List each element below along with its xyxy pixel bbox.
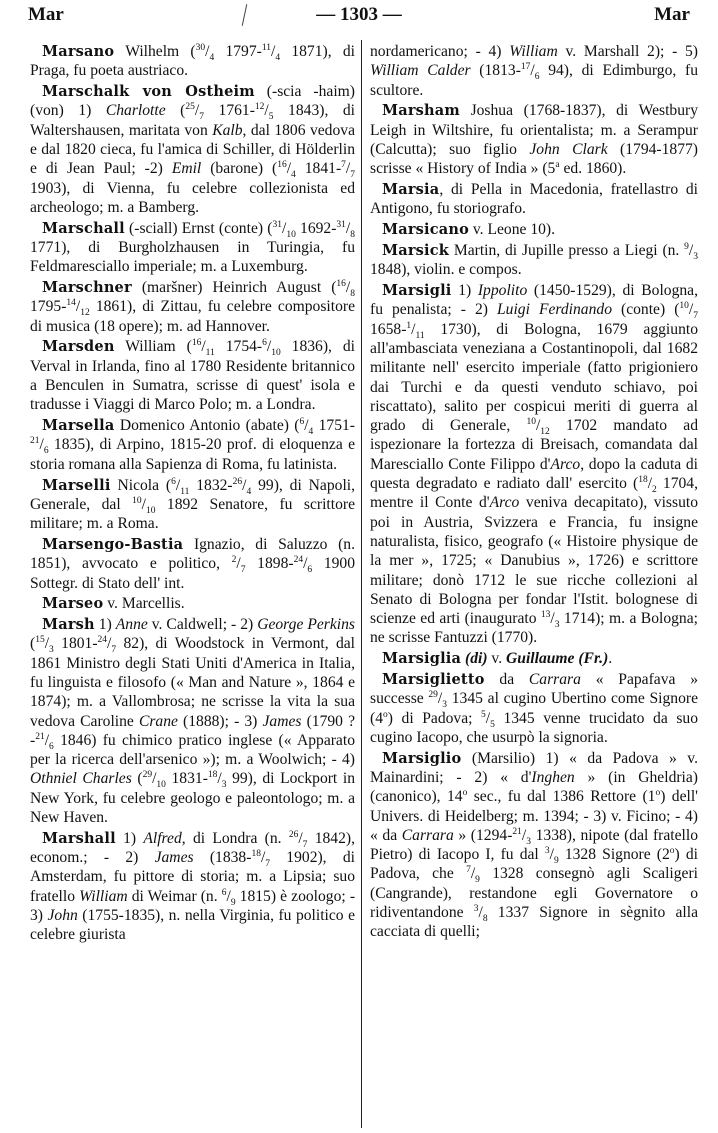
entry-headword: Marschalk von Ostheim xyxy=(42,83,255,101)
entry-text: Martin, di Jupille presso a Liegi (n. $^9/_3$ 1848), violin. e compos. xyxy=(370,241,698,279)
entry-text: v. Leone 10). xyxy=(469,221,556,239)
entry-headword: Marsh xyxy=(42,616,95,634)
entry-text: (-sciall) Ernst (conte) ($^{31}/_{10}$ $1692-^{31}/_8$ 1771), di Burgholzhausen in Turingia, fu Feldmaresciallo imperiale; m. a Luxemburg. xyxy=(30,219,355,276)
dictionary-entry xyxy=(370,749,698,942)
entry-text: Domenico Antonio (abate) ($^6/_4$ $1751-^{21}/_6$ 1835), di Arpino, 1815-20 prof. di eloquenza e storia romana alla Sapienza di Roma, fu latinista. xyxy=(30,416,355,473)
entry-headword: Marsengo-Bastia xyxy=(42,535,184,553)
dictionary-entry xyxy=(30,278,355,336)
dictionary-entry xyxy=(30,337,355,414)
entry-headword: Marshall xyxy=(42,829,116,847)
entry-headword: Marsella xyxy=(42,417,115,435)
dictionary-entry xyxy=(370,649,698,668)
entry-headword: Marschner xyxy=(42,279,132,297)
entry-headword: Marschall xyxy=(42,219,125,237)
dictionary-entry xyxy=(370,180,698,219)
entry-text: William ($^{16}/_{11}$ $1754-^6/_{10}$ 1836), di Verval in Irlanda, fino al 1780 Residente britannico a Benculen in Sumatra, scrisse di quest' isola e tradusse i Viaggi di Marco Polo; m. a Londra. xyxy=(30,338,355,414)
entry-headword: Marseo xyxy=(42,595,104,613)
entry-headword: Marsia xyxy=(382,181,440,199)
entry-text: , di Pella in Macedonia, fratellastro di Antigono, fu storiografo. xyxy=(370,181,698,218)
entry-text: 1) Alfred, di Londra (n. $^{26}/_7$ 1842), econom.; - 2) James ($1838-^{18}/_7$ 1902), di Amsterdam, fu pittore di storia; m. a Lipsia; suo fratello William di Weimar (n. $^6/_9$ 1815) è zoologo; - 3) John (1755-1835), n. nella Virginia, fu politico e celebre giurista xyxy=(30,829,355,944)
header-left-guide-word: Mar xyxy=(28,4,64,25)
dictionary-entry xyxy=(30,42,355,81)
entry-headword: Marsicano xyxy=(382,221,469,239)
dictionary-entry xyxy=(30,615,355,827)
dictionary-entry xyxy=(370,670,698,747)
entry-text: 1) Ippolito (1450-1529), di Bologna, fu penalista; - 2) Luigi Ferdinando (conte) ($^{10}/_7$ $1658-^1/_{11}$ 1730), di Bologna, 1679 aggiunto all'ambasciata veneziana a Costantinopoli, dal 1682 militante nell' esercito imperiale (fatto prigioniero dai Turchi e da questi venduto schiavo, poi riscattato), salito per cospicui meriti di guerra al grado di Generale, $^{10}/_{12}$ 1702 mandato ad ispezionare la fortezza di Breisach, comandata dal Maresciallo Conte Filippo d'Arco, dopo la caduta di questa degradato e radiato dall' esercito ($^{18}/_2$ 1704, mentre il Conte d'Arco veniva decapitato), vissuto poi in Austria, Svizzera e Francia, fu insigne naturalista, fisico, geografo (« Histoire physique de la mer », 1725; « Danubius », 1726) e scrittore militare; donò 1712 le sue ricche collezioni al Senato di Bologna per fondar l'Istit. bolognese di scienze ed arti (inaugurato $^{13}/_3$ 1714); m. a Bologna; ne scrisse Fantuzzi (1770). xyxy=(370,282,698,647)
dictionary-entry xyxy=(370,101,698,178)
entry-headword: Marsiglio xyxy=(382,749,462,767)
dictionary-entry xyxy=(30,476,355,534)
dictionary-entry xyxy=(30,416,355,474)
dictionary-entry xyxy=(30,535,355,593)
entry-text: (maršner) Heinrich August ($^{16}/_8$ $1795-^{14}/_{12}$ 1861), di Zittau, fu celebre compositore di musica (18 opere); m. ad Hannover. xyxy=(30,278,355,335)
entry-text: Ignazio, di Saluzzo (n. 1851), avvocato e politico, $^2/_7$ $1898-^{24}/_6$ 1900 Sottegr. di Stato dell' int. xyxy=(30,535,355,592)
entry-text: (di) v. Guillaume (Fr.). xyxy=(465,650,613,668)
entry-headword: Marselli xyxy=(42,476,111,494)
column-divider xyxy=(361,40,362,1128)
dictionary-entry xyxy=(30,219,355,277)
entry-headword: Marsigli xyxy=(382,282,452,300)
page-header xyxy=(0,0,718,30)
right-column xyxy=(370,42,698,1127)
entry-text: Joshua (1768-1837), di Westbury Leigh in Wiltshire, fu orientalista; m. a Serampur (Calcutta); suo figlio John Clark (1794-1877) scrisse « History of India » (5$^a$ ed. 1860). xyxy=(370,102,698,178)
left-column xyxy=(30,42,355,1127)
header-right-guide-word: Mar xyxy=(654,4,690,25)
dictionary-entry xyxy=(30,82,355,217)
entry-headword: Marsden xyxy=(42,338,115,356)
dictionary-entry xyxy=(370,42,698,100)
entry-text: (Marsilio) 1) « da Padova » v. Mainardini; - 2) « d'Inghen » (in Gheldria) (canonico), 14$^o$ sec., fu dal 1386 Rettore (1$^o$) dell' Univers. di Heidelberg; m. 1394; - 3) v. Ficino; - 4) « da Carrara » ($1294-^{21}/_3$ 1338), nipote (dal fratello Pietro) di Iacopo I, fu dal $^3/_9$ 1328 Signore (2$^o$) di Padova, che $^7/_9$ 1328 consegnò agli Scaligeri (Cangrande), restandone egli Governatore o ridiventandone $^3/_8$ 1337 Signore in sègnito alla cacciata di quelli; xyxy=(370,749,698,941)
entry-headword: Marsiglietto xyxy=(382,671,485,688)
page-number: — 1303 — xyxy=(316,4,402,25)
dictionary-entry xyxy=(30,829,355,945)
dictionary-entry xyxy=(370,241,698,280)
entry-headword: Marsano xyxy=(42,43,115,60)
entry-headword: Marsiglia xyxy=(382,650,462,668)
dictionary-entry xyxy=(30,594,355,613)
entry-text: Wilhelm ($^{30}/_4$ $1797-^{11}/_4$ 1871), di Praga, fu poeta austriaco. xyxy=(30,42,355,80)
entry-headword: Marsham xyxy=(382,102,460,120)
entry-text: 1) Anne v. Caldwell; - 2) George Perkins ($^{15}/_3$ $1801-^{24}/_7$ 82), di Woodstock in Vermont, dal 1861 Ministro degli Stati Uniti d'America in Italia, fu linguista e filosofo (« Man and Nature », 1864 e 1874); m. a Vallombrosa; ne scrisse la vita la sua vedova Caroline Crane (1888); - 3) James (1790 $?-^{21}/_6$ 1846) fu chimico pratico inglese (« Apparato per la ricerca dell'arsenico »); m. a Woolwich; - 4) Othniel Charles ($^{29}/_{10}$ $1831-^{18}/_3$ 99), di Lockport in New York, fu celebre geologo e paleontologo; m. a New Haven. xyxy=(30,616,355,827)
entry-text: (-scia -haim) (von) 1) Charlotte ($^{25}/_7$ $1761-^{12}/_5$ 1843), di Waltershausen, maritata von Kalb, dal 1806 vedova e dal 1820 cieca, fu l'amica di Schiller, di Hölderlin e di Jean Paul; -2) Emil (barone) ($^{16}/_4$ $1841-^7/_7$ 1903), di Vienna, fu celebre collezionista ed archeologo; m. a Bamberg. xyxy=(30,83,355,216)
entry-text: da Carrara « Papafava » successe $^{29}/_3$ 1345 al cugino Ubertino come Signore (4$^o$) di Padova; $^5/_5$ 1345 venne trucidato da suo cugino Iacopo, che usurpò la signoria. xyxy=(370,671,698,746)
entry-text: v. Marcellis. xyxy=(103,595,185,613)
dictionary-entry xyxy=(370,220,698,239)
dictionary-entry xyxy=(370,281,698,648)
entry-text: Nicola ($^6/_{11}$ $1832-^{26}/_4$ 99), di Napoli, Generale, dal $^{10}/_{10}$ 1892 Senatore, fu scrittore militare; m. a Roma. xyxy=(30,476,355,533)
entry-text: nordamericano; - 4) William v. Marshall 2); - 5) William Calder ($1813-^{17}/_6$ 94), di Edimburgo, fu scultore. xyxy=(370,43,698,99)
entry-headword: Marsick xyxy=(382,241,450,259)
